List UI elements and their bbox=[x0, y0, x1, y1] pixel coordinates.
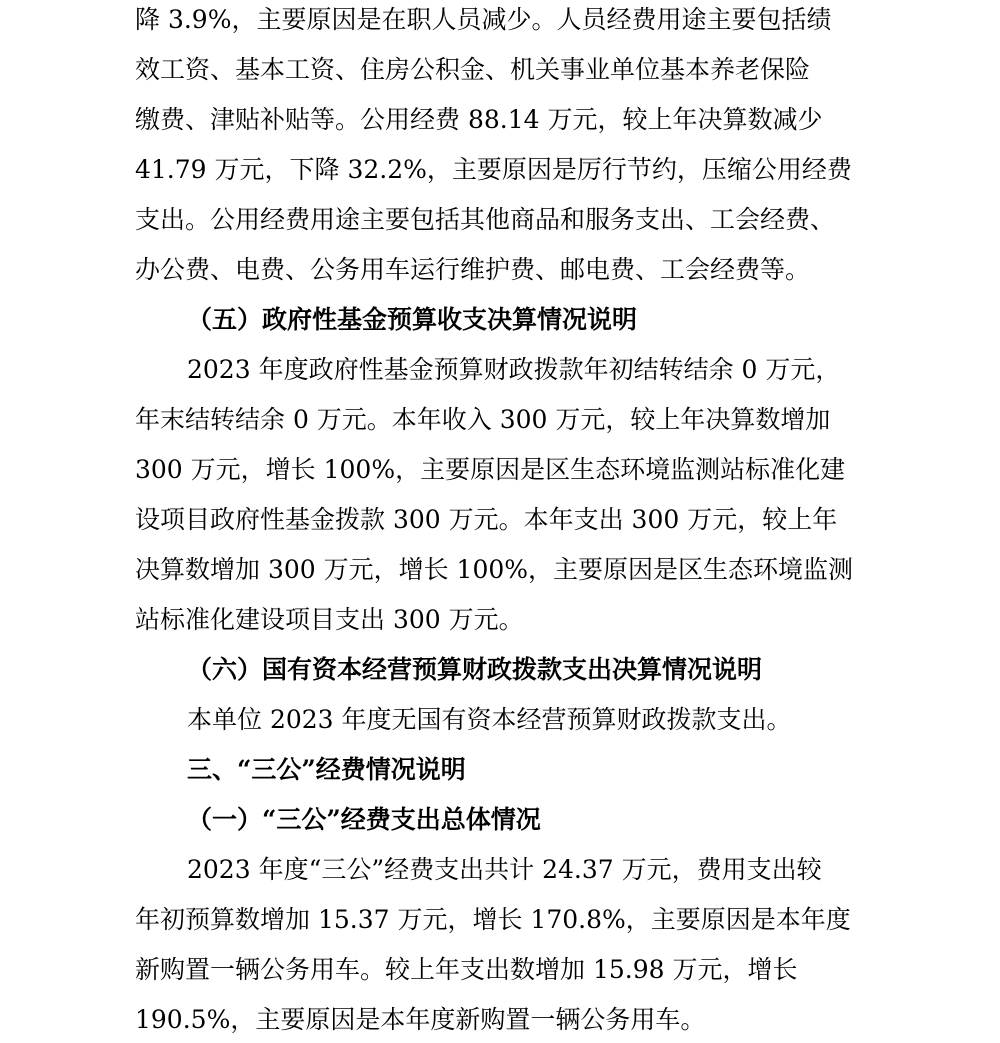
body-line: 降 3.9%，主要原因是在职人员减少。人员经费用途主要包括绩 bbox=[135, 5, 832, 34]
body-line: 2023 年度“三公”经费支出共计 24.37 万元，费用支出较 bbox=[187, 855, 822, 884]
body-line: 41.79 万元，下降 32.2%，主要原因是厉行节约，压缩公用经费 bbox=[135, 155, 852, 184]
body-line: 本单位 2023 年度无国有资本经营预算财政拨款支出。 bbox=[187, 705, 792, 734]
body-line: 办公费、电费、公务用车运行维护费、邮电费、工会经费等。 bbox=[135, 255, 811, 284]
body-line: 新购置一辆公务用车。较上年支出数增加 15.98 万元，增长 bbox=[135, 955, 798, 984]
section-heading-five: （五）政府性基金预算收支决算情况说明 bbox=[187, 305, 638, 334]
body-line: 年末结转结余 0 万元。本年收入 300 万元，较上年决算数增加 bbox=[135, 405, 831, 434]
body-line: 2023 年度政府性基金预算财政拨款年初结转结余 0 万元， bbox=[187, 355, 841, 384]
body-line: 190.5%，主要原因是本年度新购置一辆公务用车。 bbox=[135, 1005, 706, 1034]
body-line: 年初预算数增加 15.37 万元，增长 170.8%，主要原因是本年度 bbox=[135, 905, 851, 934]
chapter-heading-three: 三、“三公”经费情况说明 bbox=[187, 755, 466, 784]
section-heading-six: （六）国有资本经营预算财政拨款支出决算情况说明 bbox=[187, 655, 763, 684]
body-line: 缴费、津贴补贴等。公用经费 88.14 万元，较上年决算数减少 bbox=[135, 105, 823, 134]
section-heading-one: （一）“三公”经费支出总体情况 bbox=[187, 805, 541, 834]
body-line: 设项目政府性基金拨款 300 万元。本年支出 300 万元，较上年 bbox=[135, 505, 838, 534]
body-line: 站标准化建设项目支出 300 万元。 bbox=[135, 605, 524, 634]
body-line: 效工资、基本工资、住房公积金、机关事业单位基本养老保险 bbox=[135, 55, 811, 84]
body-line: 支出。公用经费用途主要包括其他商品和服务支出、工会经费、 bbox=[135, 205, 836, 234]
body-line: 300 万元，增长 100%，主要原因是区生态环境监测站标准化建 bbox=[135, 455, 846, 484]
body-line: 决算数增加 300 万元，增长 100%，主要原因是区生态环境监测 bbox=[135, 555, 854, 584]
